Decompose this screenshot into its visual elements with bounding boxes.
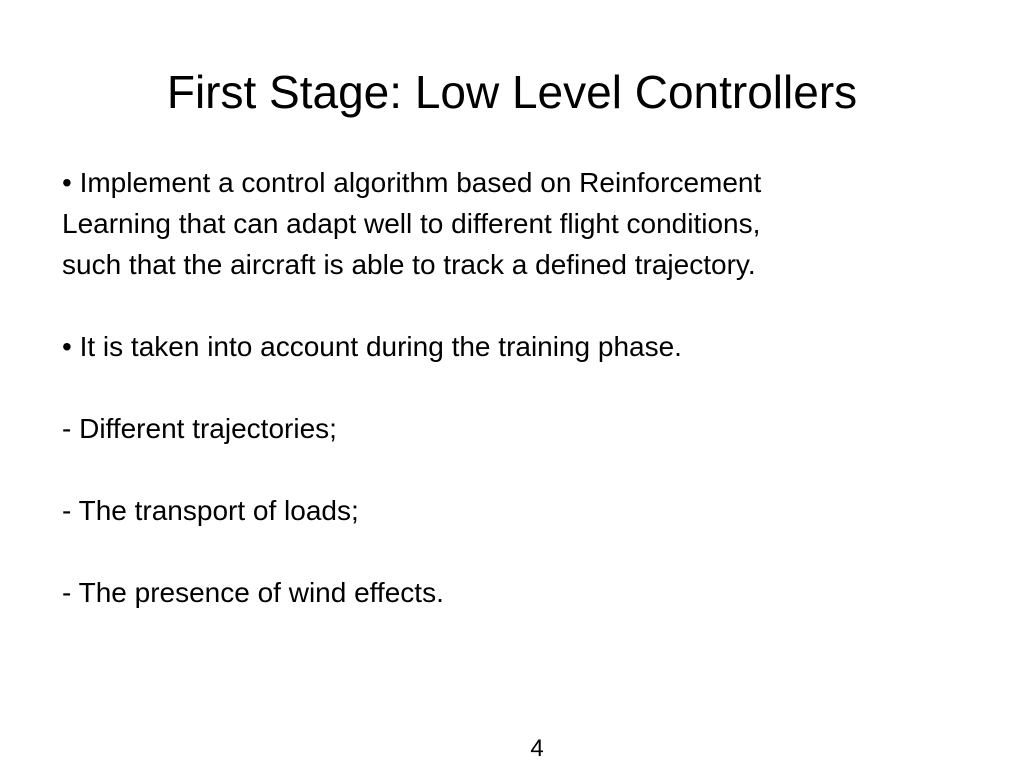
- list-item-trajectories: - Different trajectories;: [62, 413, 337, 444]
- bullet-2: • It is taken into account during the training phase.: [62, 331, 682, 362]
- spacer: [62, 449, 962, 490]
- slide-body: [62, 162, 962, 613]
- slide-title: First Stage: Low Level Controllers: [166, 66, 858, 118]
- spacer: [62, 531, 962, 572]
- list-item-loads: - The transport of loads;: [62, 495, 359, 526]
- spacer: [62, 367, 962, 408]
- bullet-1-line-1: • Implement a control algorithm based on Reinforcement: [62, 167, 762, 198]
- bullet-1-line-2: Learning that can adapt well to different flight conditions,: [62, 208, 761, 239]
- bullet-1-line-3: such that the aircraft is able to track a defined trajectory.: [62, 249, 756, 280]
- page-number: 4: [530, 735, 544, 762]
- list-item-wind: - The presence of wind effects.: [62, 577, 444, 608]
- spacer: [62, 285, 962, 326]
